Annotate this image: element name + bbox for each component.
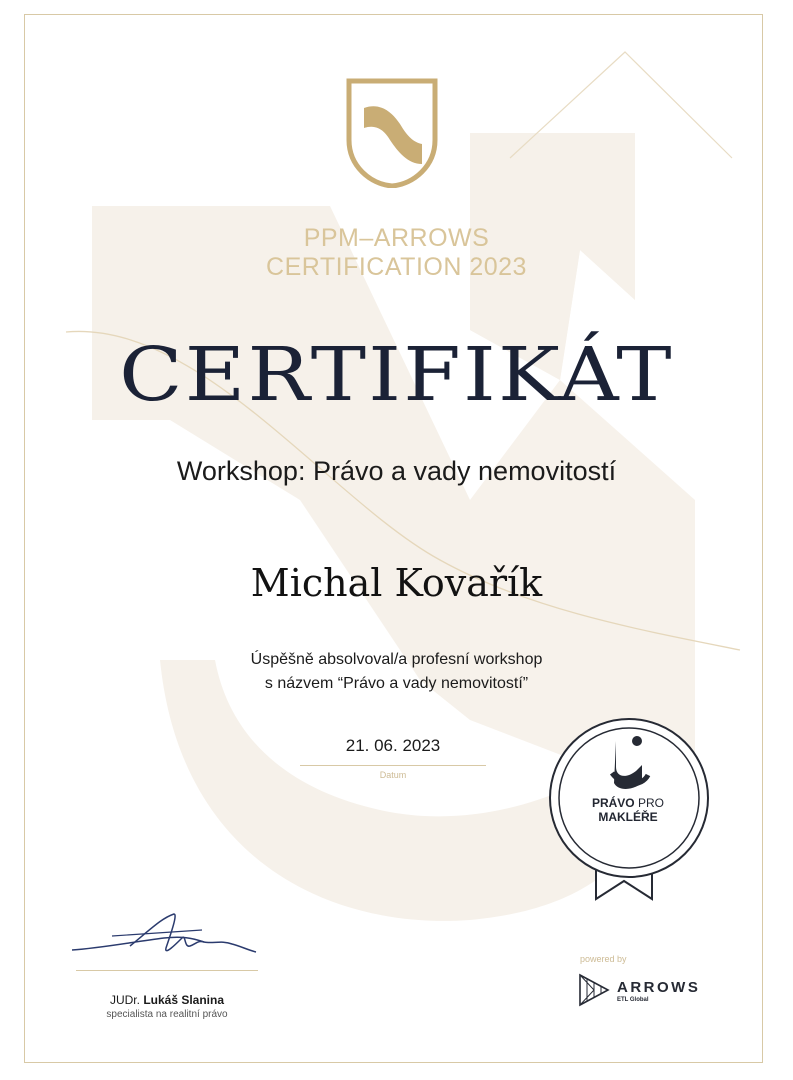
completion-description bbox=[0, 648, 793, 696]
recipient-name: Michal Kovařík bbox=[250, 561, 543, 605]
badge-line-1 bbox=[558, 796, 698, 810]
arrows-logo-icon bbox=[578, 973, 612, 1007]
badge-word-pravo: PRÁVO bbox=[591, 796, 635, 810]
powered-by-label: powered by bbox=[580, 954, 627, 964]
date-underline bbox=[300, 765, 486, 766]
subtitle-line-1: PPM–ARROWS bbox=[303, 224, 490, 252]
signer-role: specialista na realitní právo bbox=[106, 1009, 228, 1020]
signer-block bbox=[76, 992, 258, 1021]
signer-prefix: JUDr. bbox=[109, 993, 140, 1007]
sponsor-brand-sub: ETL Global bbox=[617, 997, 649, 1003]
description-line-2: s názvem “Právo a vady nemovitostí” bbox=[264, 675, 529, 692]
badge-word-pro: PRO bbox=[638, 796, 665, 810]
description-line-1: Úspěšně absolvoval/a profesní workshop bbox=[250, 651, 543, 668]
date-label: Datum bbox=[379, 770, 407, 780]
subtitle-line-2: CERTIFICATION 2023 bbox=[266, 253, 527, 281]
date-block bbox=[300, 735, 486, 780]
signature-line bbox=[76, 970, 258, 971]
signature-drawing bbox=[72, 908, 262, 968]
certification-subtitle bbox=[0, 224, 793, 282]
certificate-title: CERTIFIKÁT bbox=[119, 332, 674, 418]
sponsor-brand: ARROWS bbox=[617, 979, 701, 996]
signer-full-name: Lukáš Slanina bbox=[143, 993, 225, 1007]
badge-text bbox=[558, 796, 698, 824]
date-value: 21. 06. 2023 bbox=[345, 736, 441, 755]
signer-name bbox=[76, 992, 258, 1008]
workshop-name: Workshop: Právo a vady nemovitostí bbox=[176, 456, 617, 486]
shield-crest-icon bbox=[346, 78, 438, 188]
badge-line-2: MAKLÉŘE bbox=[598, 810, 658, 824]
